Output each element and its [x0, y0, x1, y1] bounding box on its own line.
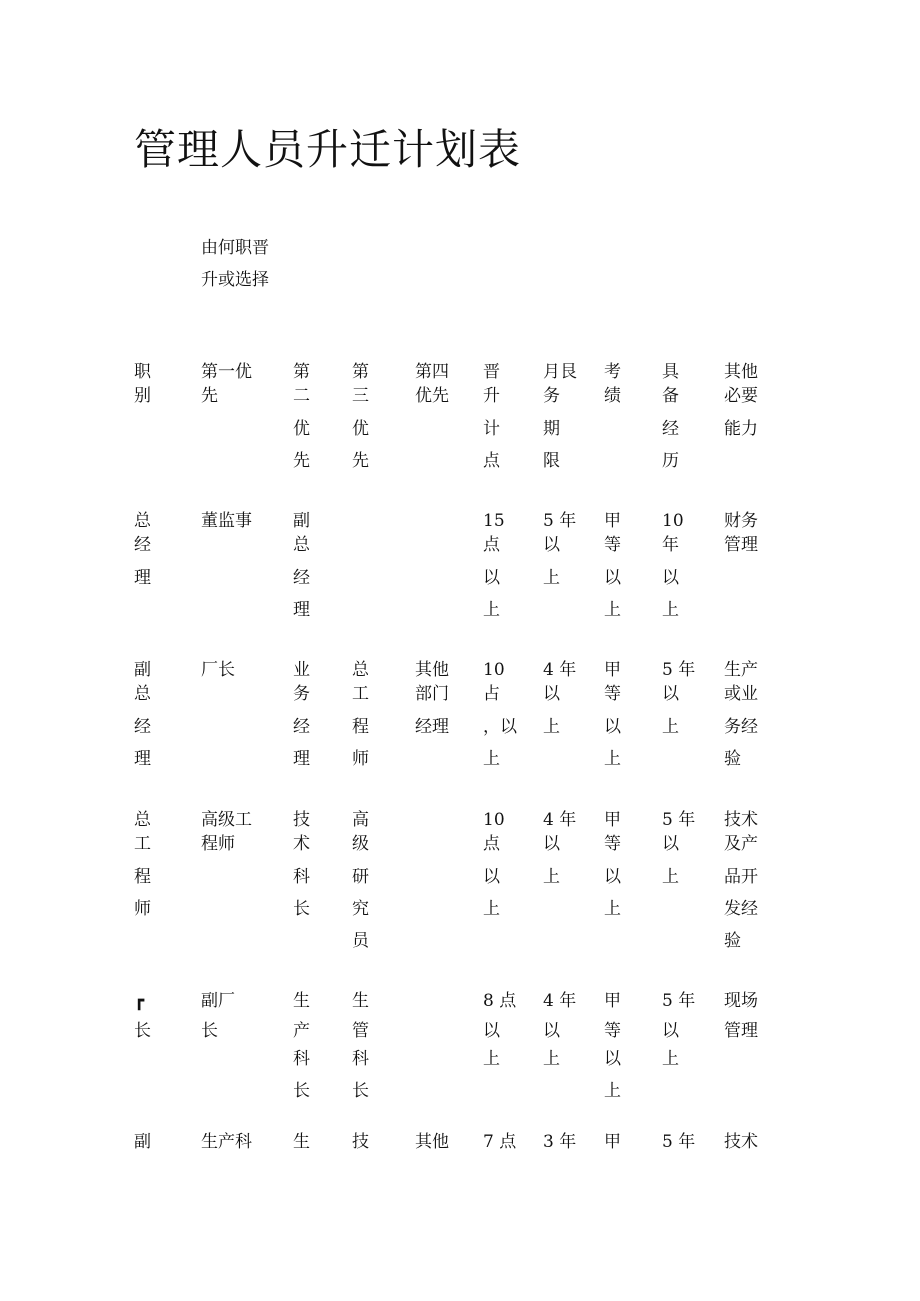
cell-text-line: 三 [352, 386, 369, 406]
cell-text-line: 晋 [483, 362, 500, 382]
cell-text-line: 以 [543, 834, 560, 854]
cell-text-line: 上 [604, 600, 621, 620]
cell-text-line: 历 [662, 451, 679, 471]
cell-text-line: 以 [662, 1021, 679, 1041]
cell-text-line: 长 [293, 899, 310, 919]
cell-text-line: 长 [352, 1081, 369, 1101]
cell-text-line: 年 [662, 535, 679, 555]
cell-text-line: 点 [483, 535, 500, 555]
cell-text-line: 总 [134, 684, 151, 704]
cell-text-line: 以 [604, 867, 621, 887]
cell-text-line: 副 [134, 1132, 151, 1152]
cell-text-line: 技 [352, 1132, 369, 1152]
cell-text-line: 期 [543, 419, 560, 439]
cell-text-line: 长 [201, 1021, 218, 1041]
cell-text-line: 技术 [724, 1132, 758, 1152]
cell-text-line: 管理 [724, 535, 758, 555]
cell-text-line: 上 [662, 717, 679, 737]
cell-text-line: 高 [352, 810, 369, 830]
cell-text-line: 科 [293, 1049, 310, 1069]
cell-text-line: 董监事 [201, 511, 252, 531]
cell-text-line: 以 [662, 834, 679, 854]
cell-text-line: 具 [662, 362, 679, 382]
cell-text-line: 3 年 [543, 1132, 577, 1152]
cell-text-line: 师 [352, 749, 369, 769]
cell-text-line: 以 [483, 568, 500, 588]
cell-text-line: 5 年 [662, 810, 696, 830]
cell-text-line: 7 点 [483, 1132, 517, 1152]
cell-text-line: 务 [293, 684, 310, 704]
cell-text-line: 以 [543, 684, 560, 704]
cell-text-line: 总 [134, 511, 151, 531]
cell-text-line: 理 [293, 600, 310, 620]
cell-text-line: 上 [604, 1081, 621, 1101]
cell-text-line: 优 [352, 419, 369, 439]
cell-text-line: 技 [293, 810, 310, 830]
cell-text-line: 以 [604, 1049, 621, 1069]
cell-text-line: 上 [543, 717, 560, 737]
cell-text-line: 经 [293, 568, 310, 588]
cell-text-line: 厂长 [201, 660, 235, 680]
cell-text-line: 其他 [415, 1132, 449, 1152]
cell-text-line: 先 [293, 451, 310, 471]
cell-text-line: 升 [483, 386, 500, 406]
cell-text-line: 职 [134, 362, 151, 382]
cell-text-line: 甲 [604, 991, 621, 1011]
cell-text-line: 长 [134, 1021, 151, 1041]
cell-text-line: 务经 [724, 717, 758, 737]
cell-text-line: 5 年 [543, 511, 577, 531]
cell-text-line: 计 [483, 419, 500, 439]
cell-text-line: 优先 [415, 386, 449, 406]
cell-text-line: 第四 [415, 362, 449, 382]
cell-text-line: 等 [604, 834, 621, 854]
cell-text-line: 上 [483, 600, 500, 620]
cell-text-line: 5 年 [662, 660, 696, 680]
cell-text-line: 第 [352, 362, 369, 382]
cell-text-line: 甲 [604, 511, 621, 531]
cell-text-line: 点 [483, 451, 500, 471]
cell-text-line: 生 [293, 991, 310, 1011]
cell-text-line: 绩 [604, 386, 621, 406]
cell-text-line: 经 [662, 419, 679, 439]
cell-text-line: 副 [293, 511, 310, 531]
cell-text-line: 级 [352, 834, 369, 854]
cell-text-line: 10 [483, 660, 505, 680]
cell-text-line: 或业 [724, 684, 758, 704]
cell-text-line: 以 [543, 535, 560, 555]
cell-text-line: 程 [352, 717, 369, 737]
cell-text-line: 限 [543, 451, 560, 471]
caption-line: 由何职晋 [201, 238, 269, 258]
cell-text-line: 其他 [415, 660, 449, 680]
cell-text-line: 甲 [604, 1132, 621, 1152]
cell-text-line: 理 [134, 568, 151, 588]
cell-text-line: 上 [483, 1049, 500, 1069]
cell-text-line: 管理 [724, 1021, 758, 1041]
cell-text-line: 5 年 [662, 991, 696, 1011]
cell-text-line: 生产科 [201, 1132, 252, 1152]
cell-text-line: 验 [724, 749, 741, 769]
cell-text-line: 长 [293, 1081, 310, 1101]
cell-text-line: 总 [134, 810, 151, 830]
cell-text-line: 工 [352, 684, 369, 704]
cell-text-line: 甲 [604, 810, 621, 830]
cell-text-line: 等 [604, 1021, 621, 1041]
cell-text-line: 先 [352, 451, 369, 471]
cell-text-line: 月艮 [543, 362, 577, 382]
cell-text-line: 产 [293, 1021, 310, 1041]
cell-text-line: 优 [293, 419, 310, 439]
cell-text-line: 总 [293, 535, 310, 555]
cell-text-line: 副 [134, 660, 151, 680]
cell-text-line: 管 [352, 1021, 369, 1041]
cell-text-line: 上 [662, 867, 679, 887]
cell-text-line: 科 [293, 867, 310, 887]
cell-text-line: 以 [604, 568, 621, 588]
cell-text-line: 以 [483, 867, 500, 887]
cell-text-line: 考 [604, 362, 621, 382]
cell-text-line: 4 年 [543, 660, 577, 680]
caption-line: 升或选择 [201, 270, 269, 290]
cell-text-line: 生产 [724, 660, 758, 680]
cell-text-line: 先 [201, 386, 218, 406]
cell-text-line: 上 [483, 749, 500, 769]
cell-text-line: 程师 [201, 834, 235, 854]
cell-text-line: 经 [293, 717, 310, 737]
cell-text-line: 上 [604, 749, 621, 769]
cell-text-line: 研 [352, 867, 369, 887]
cell-text-line: 上 [543, 867, 560, 887]
cell-text-line: 财务 [724, 511, 758, 531]
cell-text-line: 经 [134, 717, 151, 737]
cell-text-line: 上 [662, 600, 679, 620]
cell-text-line: 第一优 [201, 362, 252, 382]
cell-text-line: 部门 [415, 684, 449, 704]
cell-text-line: 生 [352, 991, 369, 1011]
cell-text-line: 理 [134, 749, 151, 769]
cell-text-line: 工 [134, 834, 151, 854]
cell-text-line: 上 [543, 1049, 560, 1069]
cell-text-line: 理 [293, 749, 310, 769]
cell-text-line: 备 [662, 386, 679, 406]
cell-text-line: 发经 [724, 899, 758, 919]
cell-text-line: 总 [352, 660, 369, 680]
cell-text-line: 等 [604, 535, 621, 555]
cell-text-line: 甲 [604, 660, 621, 680]
cell-text-line: 4 年 [543, 991, 577, 1011]
cell-text-line: 现场 [724, 991, 758, 1011]
cell-text-line: 必要 [724, 386, 758, 406]
cell-text-line: 15 [483, 511, 505, 531]
cell-text-line: 副厂 [201, 991, 235, 1011]
cell-text-line: 以 [483, 1021, 500, 1041]
cell-text-line: 及产 [724, 834, 758, 854]
cell-text-line: 高级工 [201, 810, 252, 830]
document-title: 管理人员升迁计划表 [134, 125, 522, 174]
cell-text-line: ┏ [134, 991, 145, 1011]
cell-text-line: 技术 [724, 810, 758, 830]
cell-text-line: 经 [134, 535, 151, 555]
cell-text-line: 等 [604, 684, 621, 704]
cell-text-line: 究 [352, 899, 369, 919]
cell-text-line: 10 [483, 810, 505, 830]
cell-text-line: 以 [662, 684, 679, 704]
cell-text-line: 点 [483, 834, 500, 854]
cell-text-line: 生 [293, 1132, 310, 1152]
cell-text-line: 别 [134, 386, 151, 406]
cell-text-line: 二 [293, 386, 310, 406]
cell-text-line: 第 [293, 362, 310, 382]
cell-text-line: 员 [352, 931, 369, 951]
cell-text-line: 验 [724, 931, 741, 951]
cell-text-line: 以 [662, 568, 679, 588]
cell-text-line: 以 [604, 717, 621, 737]
cell-text-line: 上 [604, 899, 621, 919]
cell-text-line: ，以 [483, 717, 517, 737]
cell-text-line: 10 [662, 511, 684, 531]
cell-text-line: 品开 [724, 867, 758, 887]
cell-text-line: 8 点 [483, 991, 517, 1011]
cell-text-line: 上 [483, 899, 500, 919]
cell-text-line: 师 [134, 899, 151, 919]
cell-text-line: 5 年 [662, 1132, 696, 1152]
cell-text-line: 4 年 [543, 810, 577, 830]
cell-text-line: 能力 [724, 419, 758, 439]
cell-text-line: 科 [352, 1049, 369, 1069]
cell-text-line: 以 [543, 1021, 560, 1041]
cell-text-line: 上 [543, 568, 560, 588]
cell-text-line: 务 [543, 386, 560, 406]
cell-text-line: 其他 [724, 362, 758, 382]
cell-text-line: 上 [662, 1049, 679, 1069]
cell-text-line: 程 [134, 867, 151, 887]
cell-text-line: 术 [293, 834, 310, 854]
cell-text-line: 业 [293, 660, 310, 680]
cell-text-line: 占 [483, 684, 500, 704]
cell-text-line: 经理 [415, 717, 449, 737]
